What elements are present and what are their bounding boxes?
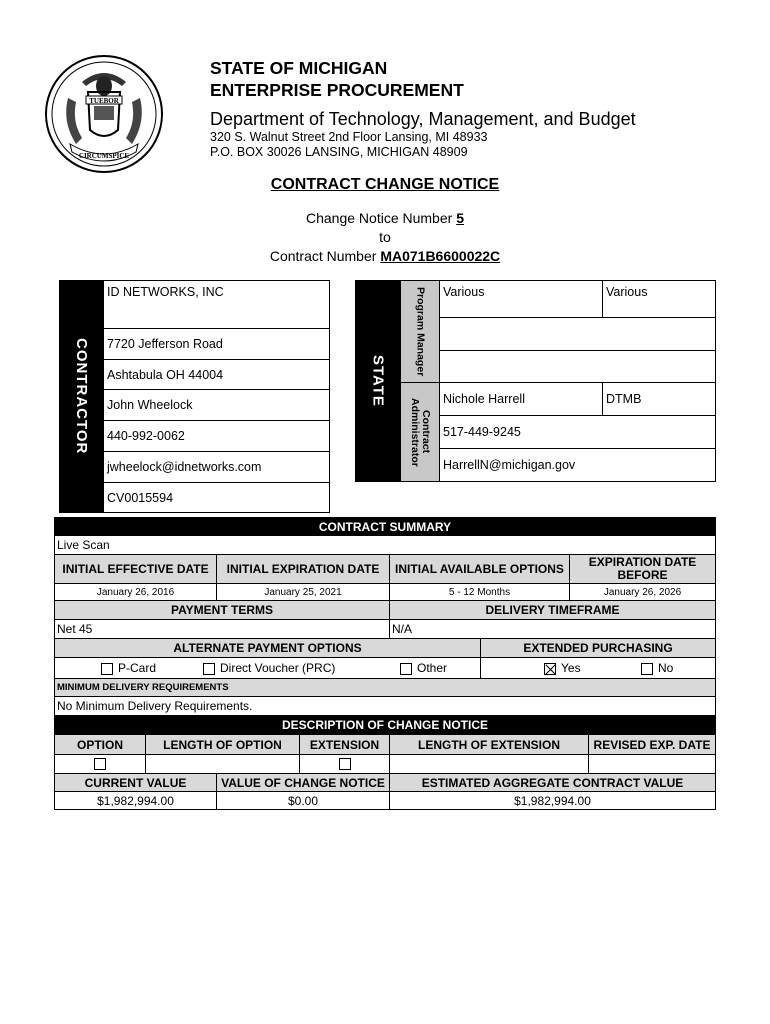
initial-effective-date: January 26, 2016 <box>54 583 217 601</box>
contractor-name: ID NETWORKS, INC <box>103 280 330 329</box>
extended-purchasing-header: EXTENDED PURCHASING <box>480 638 716 658</box>
michigan-state-seal <box>42 52 166 176</box>
notice-title: CONTRACT CHANGE NOTICE <box>270 176 500 193</box>
contractor-city: Ashtabula OH 44004 <box>103 359 330 390</box>
option-header: OPTION <box>54 734 146 755</box>
length-of-option-header: LENGTH OF OPTION <box>145 734 300 755</box>
address-line-2: P.O. BOX 30026 LANSING, MICHIGAN 48909 <box>210 145 468 159</box>
length-of-extension-header: LENGTH OF EXTENSION <box>389 734 589 755</box>
extended-purchasing-options <box>480 657 716 679</box>
extension-checkbox[interactable] <box>339 758 351 770</box>
initial-effective-date-header: INITIAL EFFECTIVE DATE <box>54 554 217 584</box>
revised-exp-date-cell <box>588 754 716 774</box>
department-heading: Department of Technology, Management, and Budget <box>210 109 636 129</box>
expiration-date-before-header: EXPIRATION DATE BEFORE <box>569 554 716 584</box>
initial-expiration-date-header: INITIAL EXPIRATION DATE <box>216 554 390 584</box>
direct-voucher-checkbox[interactable] <box>203 663 215 675</box>
initial-expiration-date: January 25, 2021 <box>216 583 390 601</box>
contractor-vendor-id: CV0015594 <box>103 482 330 513</box>
value-of-change: $0.00 <box>216 791 390 810</box>
minimum-delivery: No Minimum Delivery Requirements. <box>54 696 716 716</box>
description-of-change-heading: DESCRIPTION OF CHANGE NOTICE <box>54 715 716 735</box>
program-manager-label: Program Manager <box>400 280 440 383</box>
contractor-contact: John Wheelock <box>103 389 330 421</box>
contract-summary-heading: CONTRACT SUMMARY <box>54 517 716 536</box>
option-cell <box>54 754 146 774</box>
alternate-payment-options-header: ALTERNATE PAYMENT OPTIONS <box>54 638 481 658</box>
to-line: to <box>379 229 391 245</box>
minimum-delivery-header: MINIMUM DELIVERY REQUIREMENTS <box>54 678 716 697</box>
other-option[interactable]: Other <box>400 661 447 675</box>
contract-number: MA071B6600022C <box>380 248 501 264</box>
division-heading: ENTERPRISE PROCUREMENT <box>210 80 464 100</box>
no-option[interactable]: No <box>641 661 673 675</box>
payment-terms-header: PAYMENT TERMS <box>54 600 390 620</box>
payment-terms: Net 45 <box>54 619 390 639</box>
state-heading: STATE OF MICHIGAN <box>210 58 388 78</box>
contract-administrator-label: Contract Administrator <box>400 382 440 482</box>
other-checkbox[interactable] <box>400 663 412 675</box>
contract-admin-agency: DTMB <box>602 382 716 416</box>
program-manager-email <box>439 350 716 383</box>
change-notice-number: 5 <box>456 210 464 226</box>
pcard-option[interactable]: P-Card <box>101 661 156 675</box>
contractor-phone: 440-992-0062 <box>103 420 330 452</box>
contractor-band: CONTRACTOR <box>59 280 104 513</box>
current-value-header: CURRENT VALUE <box>54 773 217 792</box>
expiration-date-before: January 26, 2026 <box>569 583 716 601</box>
estimated-aggregate-header: ESTIMATED AGGREGATE CONTRACT VALUE <box>389 773 716 792</box>
length-of-option-cell <box>145 754 300 774</box>
estimated-aggregate-value: $1,982,994.00 <box>389 791 716 810</box>
contractor-street: 7720 Jefferson Road <box>103 328 330 360</box>
initial-available-options-header: INITIAL AVAILABLE OPTIONS <box>389 554 570 584</box>
program-manager-name: Various <box>439 280 603 318</box>
direct-voucher-option[interactable]: Direct Voucher (PRC) <box>203 661 335 675</box>
initial-available-options: 5 - 12 Months <box>389 583 570 601</box>
svg-text:TUEBOR: TUEBOR <box>89 97 119 105</box>
alternate-payment-options <box>54 657 481 679</box>
current-value: $1,982,994.00 <box>54 791 217 810</box>
contract-admin-email: HarrellN@michigan.gov <box>439 448 716 482</box>
no-checkbox[interactable] <box>641 663 653 675</box>
contract-admin-name: Nichole Harrell <box>439 382 603 416</box>
state-band: STATE <box>355 280 401 482</box>
yes-option[interactable]: Yes <box>544 661 581 675</box>
length-of-extension-cell <box>389 754 589 774</box>
address-line-1: 320 S. Walnut Street 2nd Floor Lansing, MI 48933 <box>210 130 488 144</box>
option-checkbox[interactable] <box>94 758 106 770</box>
delivery-timeframe: N/A <box>389 619 716 639</box>
value-of-change-header: VALUE OF CHANGE NOTICE <box>216 773 390 792</box>
contractor-email: jwheelock@idnetworks.com <box>103 451 330 483</box>
contract-number-line: Contract Number MA071B6600022C <box>269 248 501 264</box>
program-manager-agency: Various <box>602 280 716 318</box>
contract-description: Live Scan <box>54 535 716 555</box>
extension-cell <box>299 754 390 774</box>
program-manager-phone <box>439 317 716 351</box>
extension-header: EXTENSION <box>299 734 390 755</box>
revised-exp-date-header: REVISED EXP. DATE <box>588 734 716 755</box>
delivery-timeframe-header: DELIVERY TIMEFRAME <box>389 600 716 620</box>
svg-text:CIRCUMSPICE: CIRCUMSPICE <box>78 152 130 160</box>
contract-admin-phone: 517-449-9245 <box>439 415 716 449</box>
yes-checkbox-checked[interactable] <box>544 663 556 675</box>
pcard-checkbox[interactable] <box>101 663 113 675</box>
change-notice-line: Change Notice Number 5 <box>306 210 464 226</box>
